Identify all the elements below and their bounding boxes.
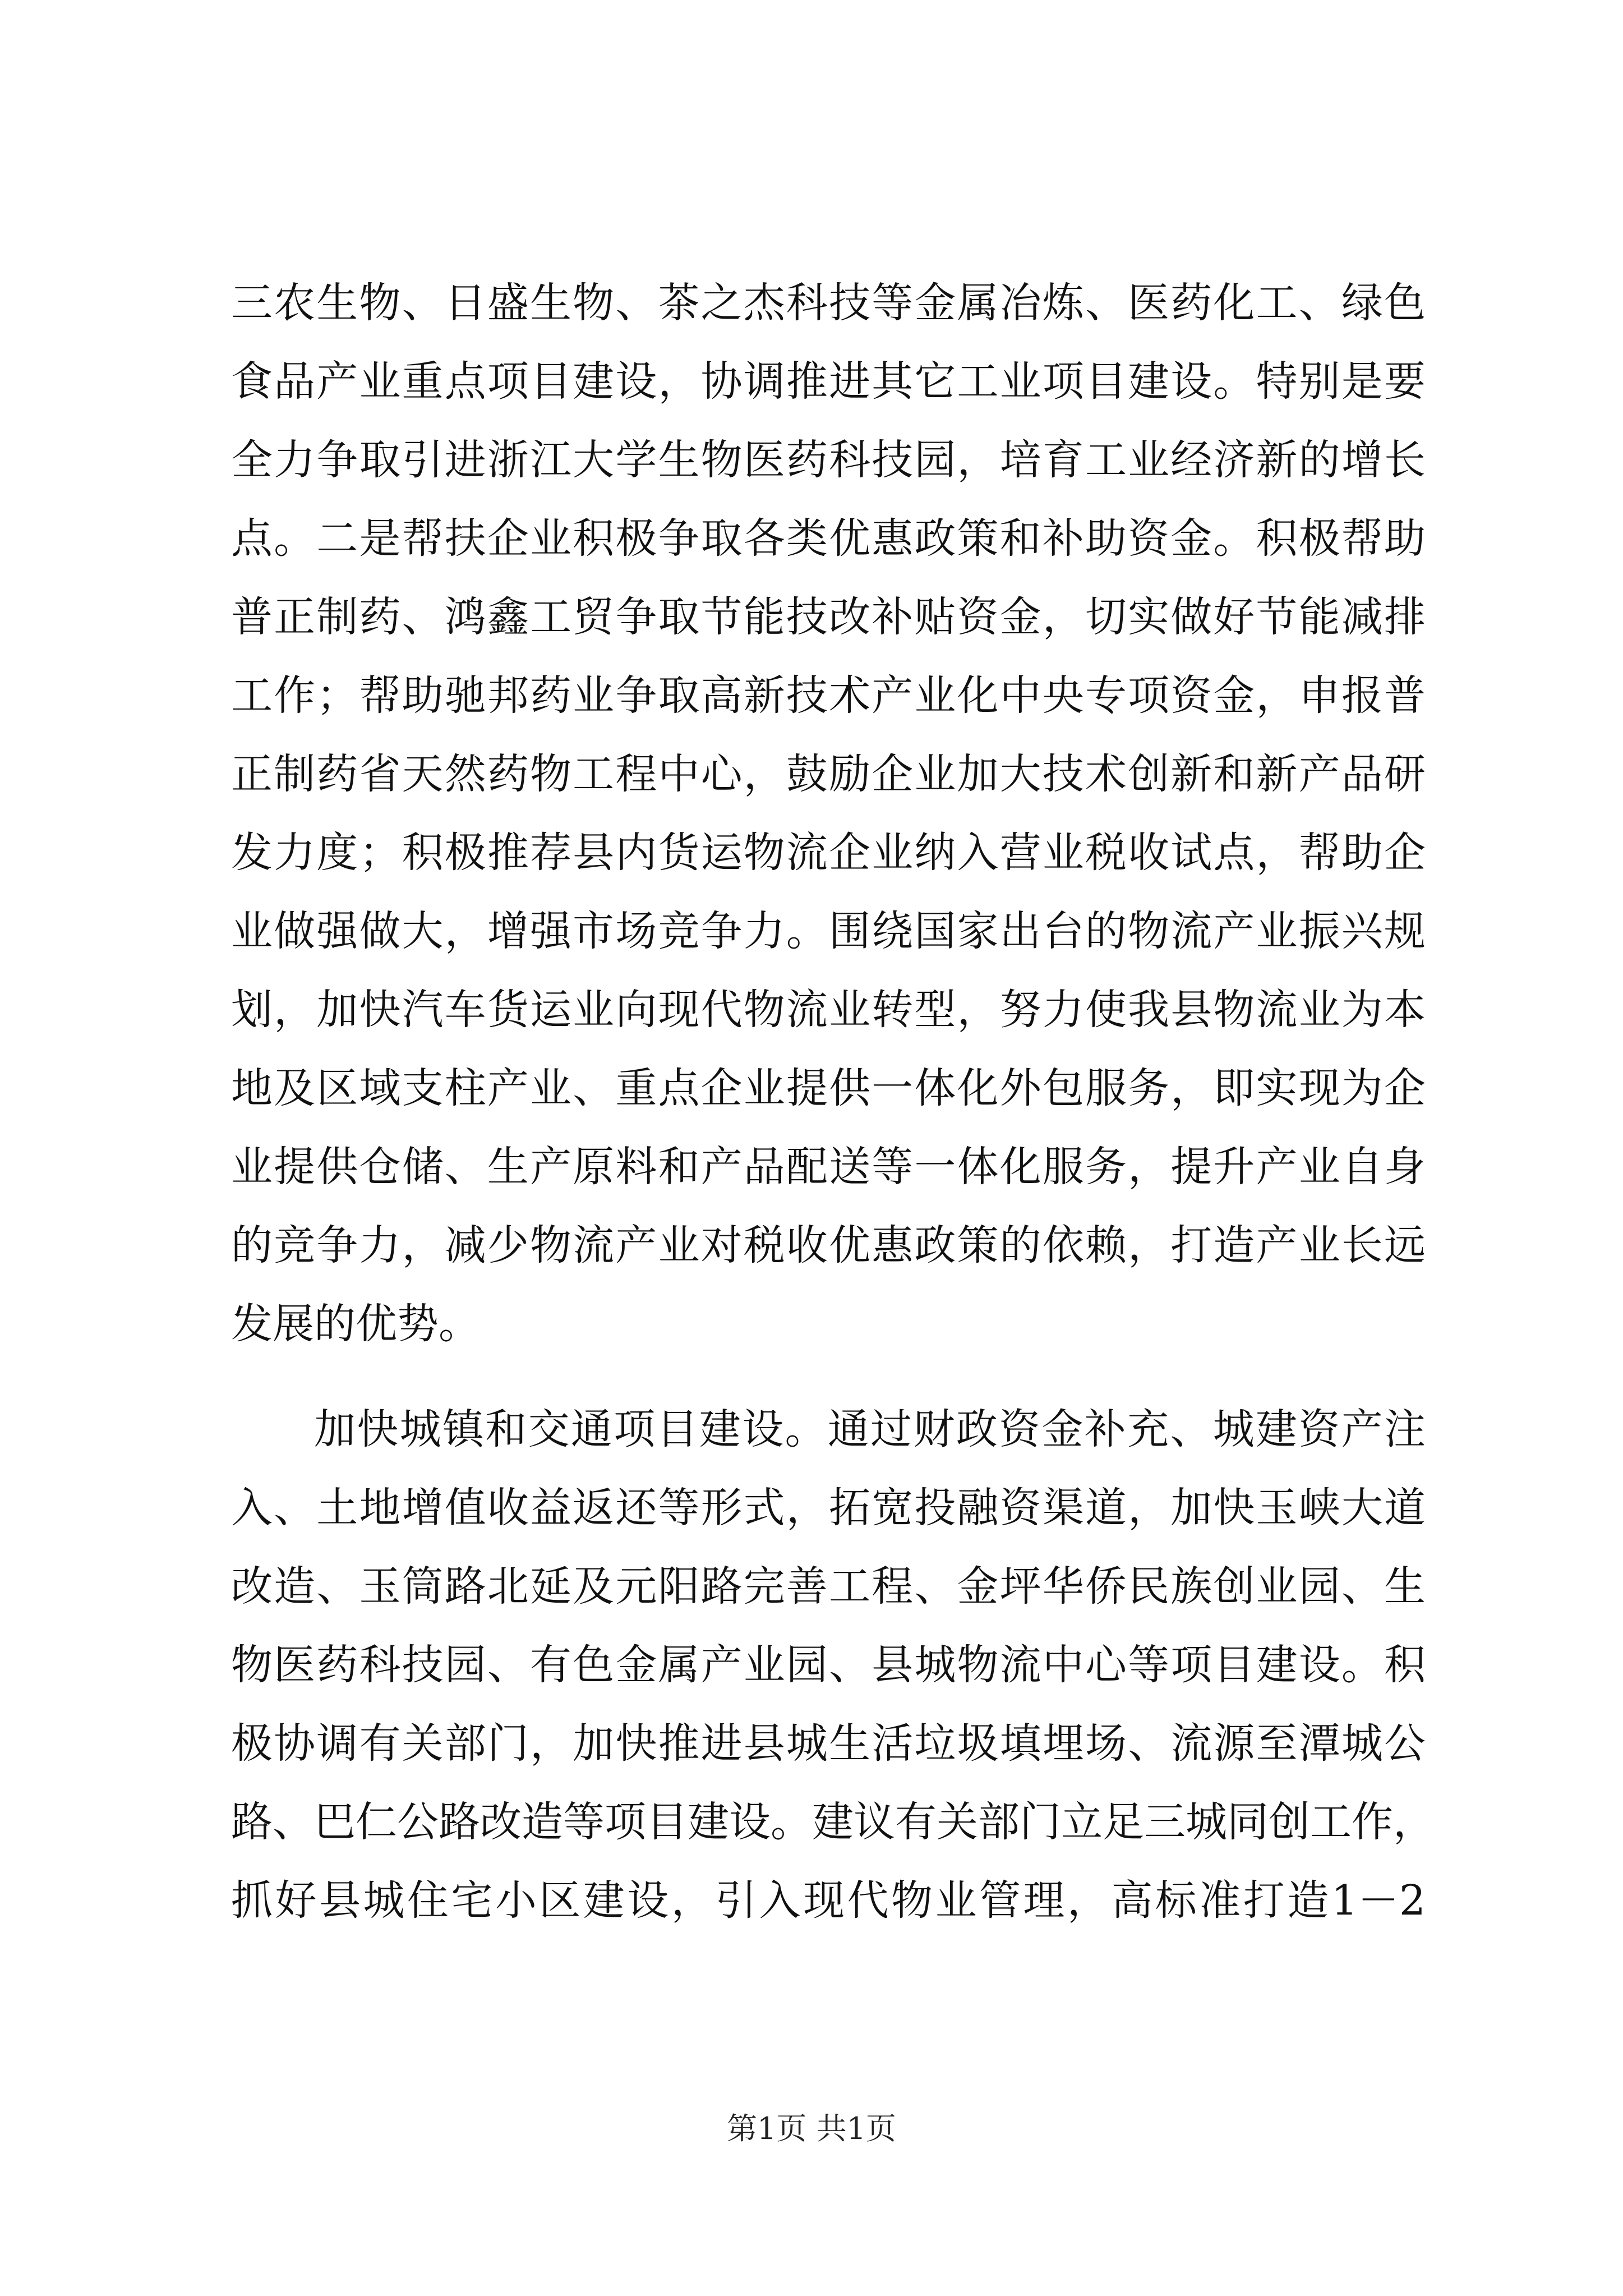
paragraph-spacer [231, 1363, 1426, 1390]
text-line: 划，加快汽车货运业向现代物流业转型，努力使我县物流业为本 [231, 986, 1426, 1034]
text-line: 入、土地增值收益返还等形式，拓宽投融资渠道，加快玉峡大道 [231, 1484, 1426, 1532]
text-line: 抓好县城住宅小区建设，引入现代物业管理，高标准打造1－2 [231, 1876, 1426, 1925]
page-number-label: 第1页 共1页 [727, 2111, 896, 2146]
paragraph-1 [231, 264, 1426, 1363]
text-line: 正制药省天然药物工程中心，鼓励企业加大技术创新和新产品研 [231, 750, 1426, 798]
document-body [231, 264, 1435, 1940]
paragraph-2 [231, 1390, 1435, 1940]
text-line: 路、巴仁公路改造等项目建设。建议有关部门立足三城同创工作， [231, 1798, 1435, 1846]
text-line: 极协调有关部门，加快推进县城生活垃圾填埋场、流源至潭城公 [231, 1719, 1426, 1768]
text-line: 全力争取引进浙江大学生物医药科技园，培育工业经济新的增长 [231, 436, 1426, 484]
text-line: 发力度；积极推荐县内货运物流企业纳入营业税收试点，帮助企 [231, 829, 1426, 877]
text-line: 业提供仓储、生产原料和产品配送等一体化服务，提升产业自身 [231, 1143, 1426, 1191]
text-line: 的竞争力，减少物流产业对税收优惠政策的依赖，打造产业长远 [231, 1221, 1426, 1269]
text-line: 物医药科技园、有色金属产业园、县城物流中心等项目建设。积 [231, 1641, 1426, 1689]
text-line: 发展的优势。 [231, 1300, 480, 1348]
text-line: 食品产业重点项目建设，协调推进其它工业项目建设。特别是要 [231, 357, 1426, 406]
text-line: 地及区域支柱产业、重点企业提供一体化外包服务，即实现为企 [231, 1064, 1426, 1112]
page-footer [0, 2109, 1623, 2148]
text-line: 改造、玉筒路北延及元阳路完善工程、金坪华侨民族创业园、生 [231, 1562, 1426, 1611]
text-line: 工作；帮助驰邦药业争取高新技术产业化中央专项资金，申报普 [231, 671, 1426, 720]
text-line: 三农生物、日盛生物、茶之杰科技等金属冶炼、医药化工、绿色 [231, 279, 1426, 327]
text-line: 普正制药、鸿鑫工贸争取节能技改补贴资金，切实做好节能减排 [231, 593, 1426, 641]
text-line: 加快城镇和交通项目建设。通过财政资金补充、城建资产注 [314, 1405, 1426, 1453]
text-line: 业做强做大，增强市场竞争力。围绕国家出台的物流产业振兴规 [231, 907, 1426, 955]
text-line: 点。二是帮扶企业积极争取各类优惠政策和补助资金。积极帮助 [231, 514, 1426, 563]
